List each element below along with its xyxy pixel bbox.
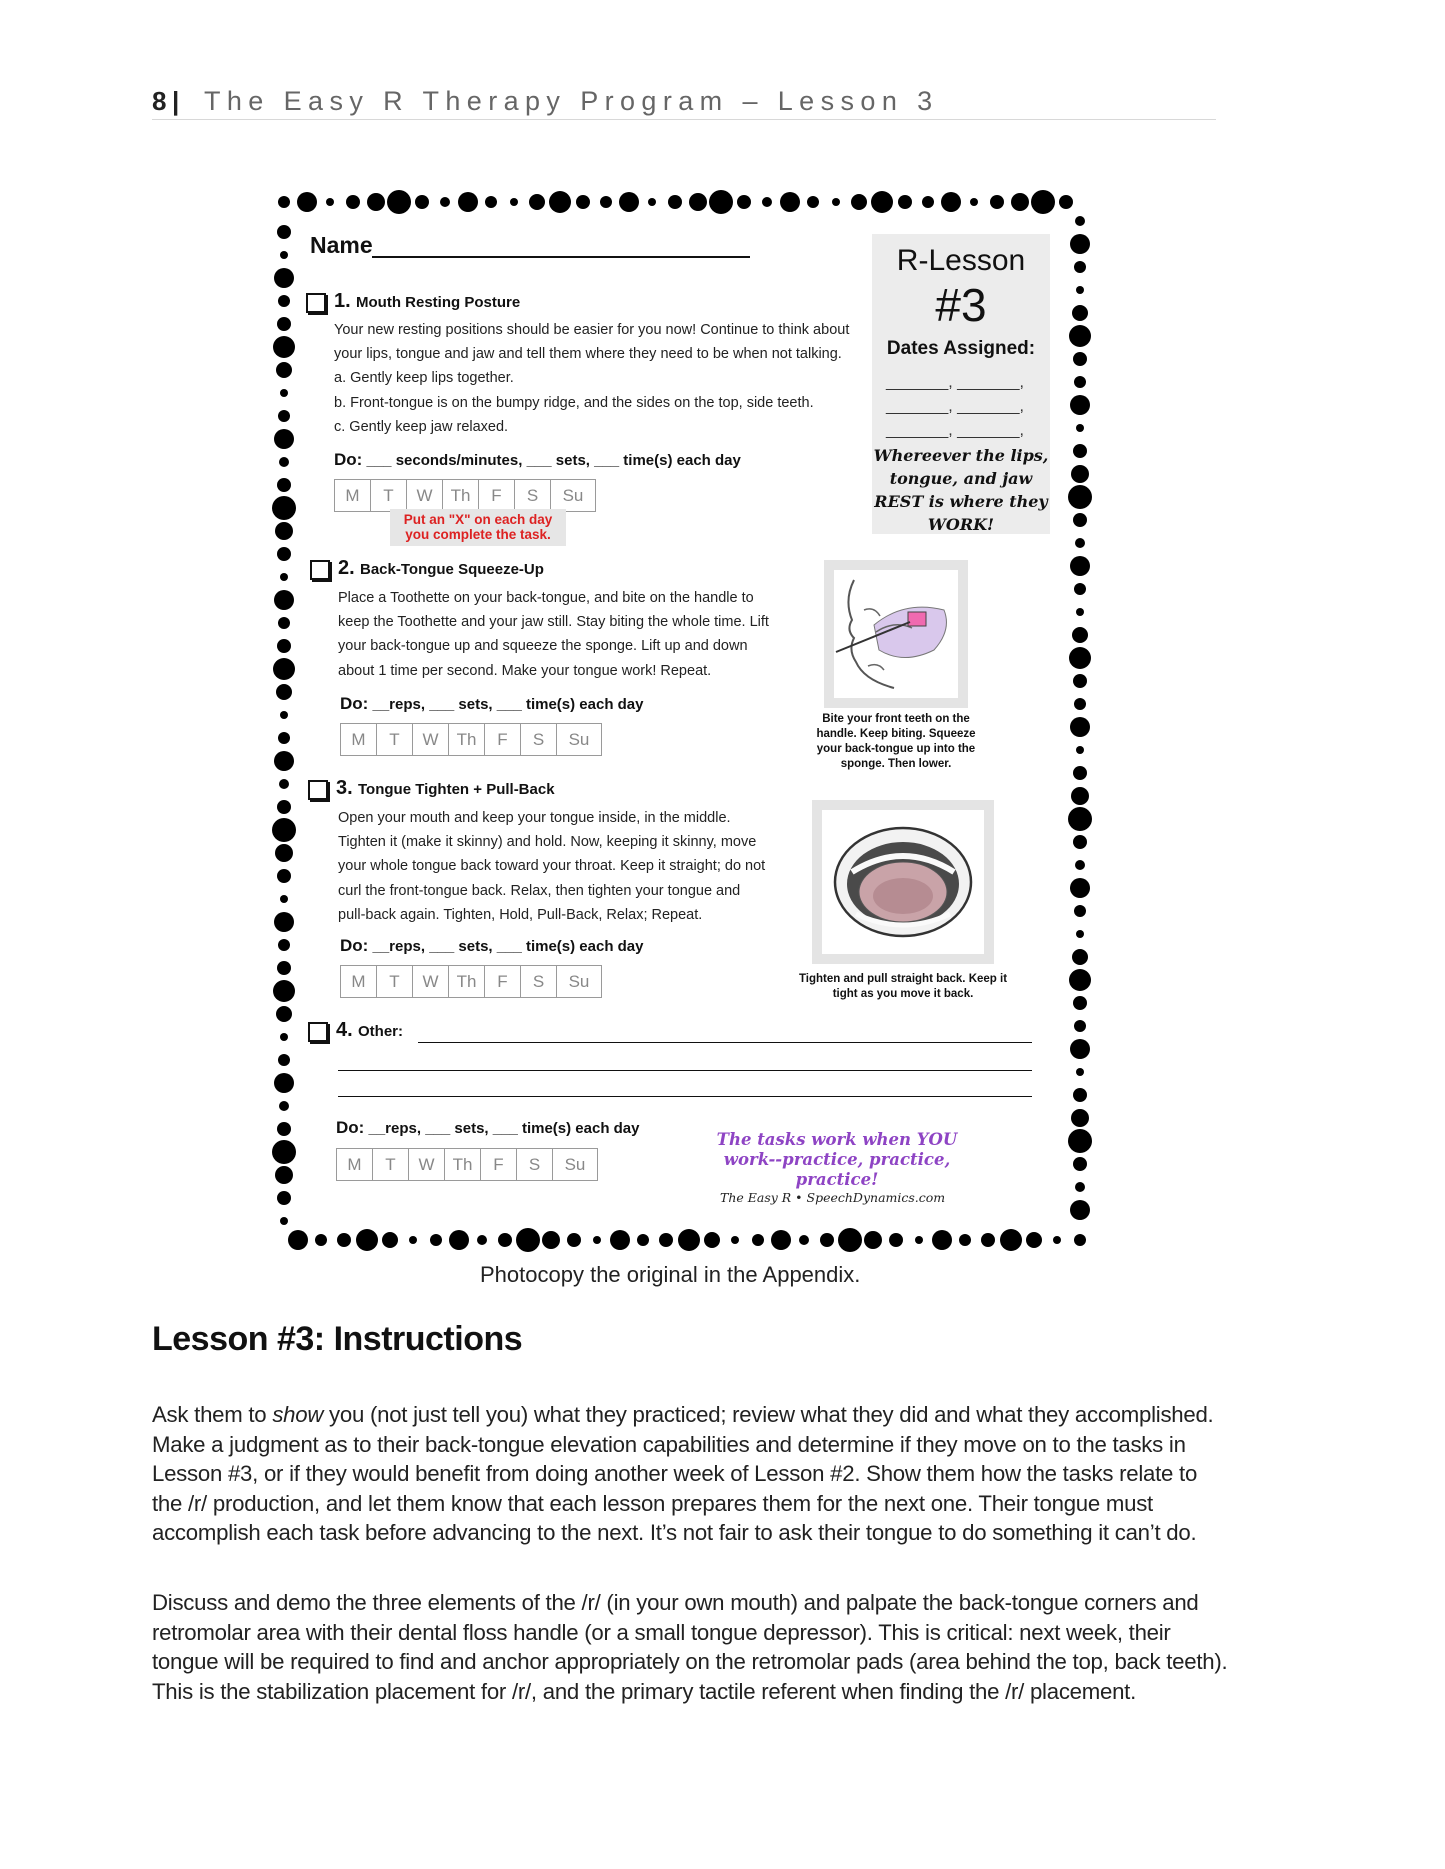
task3-title: Tongue Tighten + Pull-Back — [358, 781, 555, 798]
other-blank-line — [418, 1042, 1032, 1043]
x-mark-note: Put an "X" on each day you complete the task. — [390, 509, 566, 546]
day-cell[interactable]: Th — [443, 480, 479, 511]
toothette-caption: Bite your front teeth on the handle. Keep biting. Squeeze your back-tongue up into the sponge. Then lower. — [816, 713, 976, 770]
day-cell[interactable]: W — [413, 724, 449, 755]
instruction-line: your whole tongue back toward your throat. Keep it straight; do not — [338, 858, 766, 875]
instruction-line: Place a Toothette on your back-tongue, and bite on the handle to — [338, 590, 754, 606]
day-cell[interactable]: W — [407, 480, 443, 511]
instruction-line: Tighten it (make it skinny) and hold. Now, keeping it skinny, move — [338, 834, 757, 851]
open-mouth-illustration — [812, 800, 994, 964]
lesson-box-title: R-Lesson — [896, 244, 1026, 277]
date-blank: _______, _______, — [886, 422, 1024, 439]
running-title: The Easy R Therapy Program – Lesson 3 — [204, 86, 939, 116]
dates-assigned-label: Dates Assigned: — [886, 338, 1036, 359]
instruction-line: Open your mouth and keep your tongue inside, in the middle. — [338, 810, 731, 826]
task4-day-tracker — [336, 1148, 598, 1181]
section-heading: Lesson #3: Instructions — [152, 1320, 523, 1358]
task3-do-line — [340, 936, 644, 956]
day-cell[interactable]: Su — [562, 486, 584, 505]
emphasis-text: show — [272, 1402, 324, 1427]
task1-day-tracker — [334, 479, 596, 512]
do-text: ___ seconds/minutes, ___ sets, ___ time(s) each day — [366, 452, 741, 469]
day-cell[interactable]: Th — [449, 724, 485, 755]
day-cell[interactable]: F — [479, 480, 515, 511]
day-cell[interactable]: S — [521, 724, 557, 755]
task1-checkbox[interactable] — [306, 293, 326, 313]
day-cell[interactable]: Th — [445, 1149, 481, 1180]
day-cell[interactable]: T — [373, 1149, 409, 1180]
do-label: Do: — [340, 936, 369, 955]
instruction-line: a. Gently keep lips together. — [334, 370, 514, 387]
instruction-line: about 1 time per second. Make your tongue work! Repeat. — [338, 662, 712, 679]
day-cell[interactable]: F — [485, 966, 521, 997]
task2-checkbox[interactable] — [310, 560, 330, 580]
worksheet-figure — [272, 186, 1092, 1256]
other-blank-line — [338, 1070, 1032, 1071]
instruction-line: keep the Toothette and your jaw still. Stay biting the whole time. Lift — [338, 614, 769, 631]
day-cell[interactable]: Th — [449, 966, 485, 997]
instruction-line: your back-tongue up and squeeze the sponge. Lift up and down — [338, 638, 748, 655]
do-text: __reps, ___ sets, ___ time(s) each day — [372, 696, 644, 713]
day-cell[interactable]: M — [335, 480, 371, 511]
instruction-line: curl the front-tongue back. Relax, then tighten your tongue and — [338, 882, 741, 899]
lesson-info-box — [872, 234, 1050, 534]
day-cell[interactable]: Su — [568, 972, 590, 991]
date-blank: _______, _______, — [886, 374, 1024, 391]
instruction-line: b. Front-tongue is on the bumpy ridge, and the sides on the top, side teeth. — [334, 394, 814, 411]
date-blank: _______, _______, — [886, 398, 1024, 415]
day-cell[interactable]: S — [517, 1149, 553, 1180]
do-text: __reps, ___ sets, ___ time(s) each day — [372, 938, 644, 955]
do-label: Do: — [336, 1118, 365, 1137]
day-cell[interactable]: F — [485, 724, 521, 755]
day-cell[interactable]: S — [515, 480, 551, 511]
name-label: Name — [310, 232, 373, 258]
day-cell[interactable]: W — [413, 966, 449, 997]
instruction-line: pull-back again. Tighten, Hold, Pull-Back, Relax; Repeat. — [338, 906, 703, 923]
day-cell[interactable]: M — [341, 724, 377, 755]
instruction-line: Your new resting positions should be easier for you now! Continue to think about — [334, 322, 850, 338]
tongue-caption: Tighten and pull straight back. Keep it tight as you move it back. — [798, 973, 1008, 1000]
task1-title: Mouth Resting Posture — [356, 294, 521, 311]
page-number: 8 — [152, 86, 167, 116]
task2-do-line — [340, 694, 644, 714]
do-text: __reps, ___ sets, ___ time(s) each day — [368, 1120, 640, 1137]
task3-number: 3. — [336, 777, 353, 799]
open-mouth-icon — [822, 810, 984, 954]
task4-other-label: Other: — [358, 1023, 403, 1040]
task3-day-tracker — [340, 965, 602, 998]
lesson-box-number: #3 — [935, 279, 987, 331]
task1-number: 1. — [334, 290, 351, 312]
day-cell[interactable]: T — [371, 480, 407, 511]
task3-checkbox[interactable] — [308, 780, 328, 800]
paragraph-text: Ask them to — [152, 1402, 273, 1427]
task2-title: Back-Tongue Squeeze-Up — [360, 561, 544, 578]
paragraph-text: you (not just tell you) what they practiced; review what they did and what they accomplished. Make a judgment as to their back-tongue elevation capabilities and determine if they move on to the tasks in Lesson #3, or if they would benefit from doing another week of Lesson #2. Show them how the tasks relate to the /r/ production, and let them know that each lesson prepares them for the next one. Their tongue must accomplish each task before advancing to the next. It’s not fair to ask their tongue to do something it can’t do. — [152, 1402, 1214, 1546]
task1-do-line — [334, 450, 741, 470]
day-cell[interactable]: T — [377, 724, 413, 755]
day-cell[interactable]: Su — [568, 730, 590, 749]
figure-caption: Photocopy the original in the Appendix. — [480, 1262, 861, 1287]
task2-instructions — [338, 586, 769, 683]
running-header — [152, 86, 1216, 120]
day-cell[interactable]: S — [521, 966, 557, 997]
instructions-paragraph-2: Discuss and demo the three elements of the /r/ (in your own mouth) and palpate the back-tongue corners and retromolar area with their dental floss handle (or a small tongue depressor). This is critical: next week, their tongue will be required to find and anchor appropriately on the retromolar pads (area behind the top, back teeth). This is the stabilization placement for /r/, and the primary tactile referent when finding the /r/ placement. — [152, 1590, 1228, 1704]
do-label: Do: — [340, 694, 369, 713]
day-cell[interactable]: F — [481, 1149, 517, 1180]
day-cell[interactable]: Su — [564, 1155, 586, 1174]
day-cell[interactable]: T — [377, 966, 413, 997]
task4-checkbox[interactable] — [308, 1022, 328, 1042]
task4-number: 4. — [336, 1019, 353, 1041]
toothette-illustration — [824, 560, 968, 708]
day-cell[interactable]: M — [337, 1149, 373, 1180]
practice-motto: The tasks work when YOU work--practice, practice, practice! — [716, 1130, 958, 1189]
instruction-line: c. Gently keep jaw relaxed. — [334, 418, 509, 435]
instruction-line: your lips, tongue and jaw and tell them where they need to be when not talking. — [334, 346, 842, 363]
header-separator: | — [172, 86, 180, 116]
mouth-profile-icon — [834, 570, 958, 698]
do-label: Do: — [334, 450, 363, 469]
task3-instructions — [338, 806, 765, 927]
day-cell[interactable]: M — [341, 966, 377, 997]
task2-day-tracker — [340, 723, 602, 756]
task4-do-line — [336, 1118, 640, 1138]
task1-instructions — [334, 318, 849, 439]
name-blank-line — [372, 256, 750, 258]
day-cell[interactable]: W — [409, 1149, 445, 1180]
instructions-paragraph-1 — [152, 1400, 1232, 1548]
worksheet-footer: The Easy R • SpeechDynamics.com — [720, 1190, 946, 1205]
other-blank-line — [338, 1096, 1032, 1097]
task2-number: 2. — [338, 557, 355, 579]
lesson-box-quote: Whereever the lips, tongue, and jaw REST is where they WORK! — [873, 446, 1049, 534]
